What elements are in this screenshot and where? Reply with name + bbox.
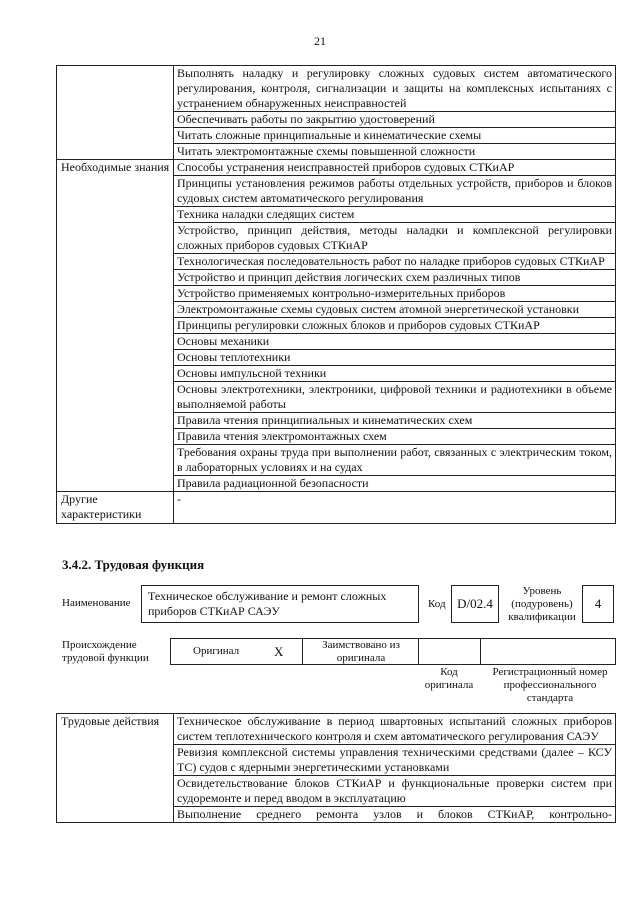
knowledge-item: Устройство, принцип действия, методы наладки и комплексной регулировки сложных приборов судовых СТКиАР xyxy=(174,223,616,254)
name-label: Наименование xyxy=(62,597,131,609)
knowledge-item: Основы электротехники, электроники, цифровой техники и радиотехники в объеме выполняемой работы xyxy=(174,382,616,413)
knowledge-item: Основы механики xyxy=(174,334,616,350)
origin-divider xyxy=(480,638,481,665)
origin-label: Происхождение трудовой функции xyxy=(62,639,149,664)
knowledge-item: Основы импульсной техники xyxy=(174,366,616,382)
skill-item: Читать сложные принципиальные и кинематические схемы xyxy=(174,128,616,144)
function-name-value: Техническое обслуживание и ремонт сложных приборов СТКиАР САЭУ xyxy=(148,589,387,618)
original-label: Оригинал xyxy=(193,645,240,657)
knowledge-label: Необходимые знания xyxy=(57,160,174,492)
code-field xyxy=(451,585,499,623)
skills-knowledge-table xyxy=(56,65,616,524)
actions-label: Трудовые действия xyxy=(57,714,174,823)
qualification-level-label: Уровень (подуровень) квалификации xyxy=(508,585,576,623)
level-field xyxy=(582,585,614,623)
skill-item: Читать электромонтажные схемы повышенной сложности xyxy=(174,144,616,160)
skill-item: Обеспечивать работы по закрытию удостоверений xyxy=(174,112,616,128)
table-row xyxy=(57,714,616,745)
code-value: D/02.4 xyxy=(457,596,493,611)
origin-divider xyxy=(418,638,419,665)
knowledge-item: Принципы установления режимов работы отдельных устройств, приборов и блоков судовых систем автоматического регулирования xyxy=(174,176,616,207)
section-heading: 3.4.2. Трудовая функция xyxy=(62,557,205,572)
registration-caption: Регистрационный номер профессионального стандарта xyxy=(492,666,608,704)
knowledge-item: Способы устранения неисправностей приборов судовых СТКиАР xyxy=(174,160,616,176)
knowledge-item: Электромонтажные схемы судовых систем атомной энергетической установки xyxy=(174,302,616,318)
knowledge-item: Требования охраны труда при выполнении работ, связанных с электрическим током, в лабораторных условиях и на судах xyxy=(174,445,616,476)
code-label: Код xyxy=(428,598,446,610)
table-row xyxy=(57,66,616,112)
action-item: Выполнение среднего ремонта узлов и блоков СТКиАР, контрольно- xyxy=(174,807,616,823)
code-caption: Код оригинала xyxy=(424,666,474,691)
original-mark: X xyxy=(274,644,284,659)
knowledge-item: Устройство и принцип действия логических схем различных типов xyxy=(174,270,616,286)
knowledge-item: Принципы регулировки сложных блоков и приборов судовых СТКиАР xyxy=(174,318,616,334)
borrowed-label: Заимствовано из оригинала xyxy=(322,639,400,664)
function-name-field xyxy=(141,585,419,623)
labor-actions-table xyxy=(56,713,616,823)
level-value: 4 xyxy=(594,596,602,611)
action-item: Ревизия комплексной системы управления техническими средствами (далее – КСУ ТС) судов с ядерными энергетическими установками xyxy=(174,745,616,776)
other-characteristics-value: - xyxy=(174,492,616,524)
knowledge-item: Правила чтения принципиальных и кинематических схем xyxy=(174,413,616,429)
other-characteristics-label: Другие характеристики xyxy=(57,492,174,524)
action-item: Техническое обслуживание в период швартовных испытаний сложных приборов систем теплотехнического контроля и схем автоматического регулирования САЭУ xyxy=(174,714,616,745)
origin-divider xyxy=(302,638,303,665)
action-item: Освидетельствование блоков СТКиАР и функциональные проверки систем при судоремонте и перед вводом в эксплуатацию xyxy=(174,776,616,807)
knowledge-item: Правила чтения электромонтажных схем xyxy=(174,429,616,445)
empty-label-cell xyxy=(57,66,174,160)
page-number: 21 xyxy=(314,34,326,48)
knowledge-item: Основы теплотехники xyxy=(174,350,616,366)
table-row xyxy=(57,160,616,176)
knowledge-item: Техника наладки следящих систем xyxy=(174,207,616,223)
knowledge-item: Технологическая последовательность работ по наладке приборов судовых СТКиАР xyxy=(174,254,616,270)
knowledge-item: Устройство применяемых контрольно-измерительных приборов xyxy=(174,286,616,302)
skill-item: Выполнять наладку и регулировку сложных судовых систем автоматического регулирования, контроля, сигнализации и защиты на комплексных испытаниях с устранением обнаруженных неисправностей xyxy=(174,66,616,112)
knowledge-item: Правила радиационной безопасности xyxy=(174,476,616,492)
table-row xyxy=(57,492,616,524)
